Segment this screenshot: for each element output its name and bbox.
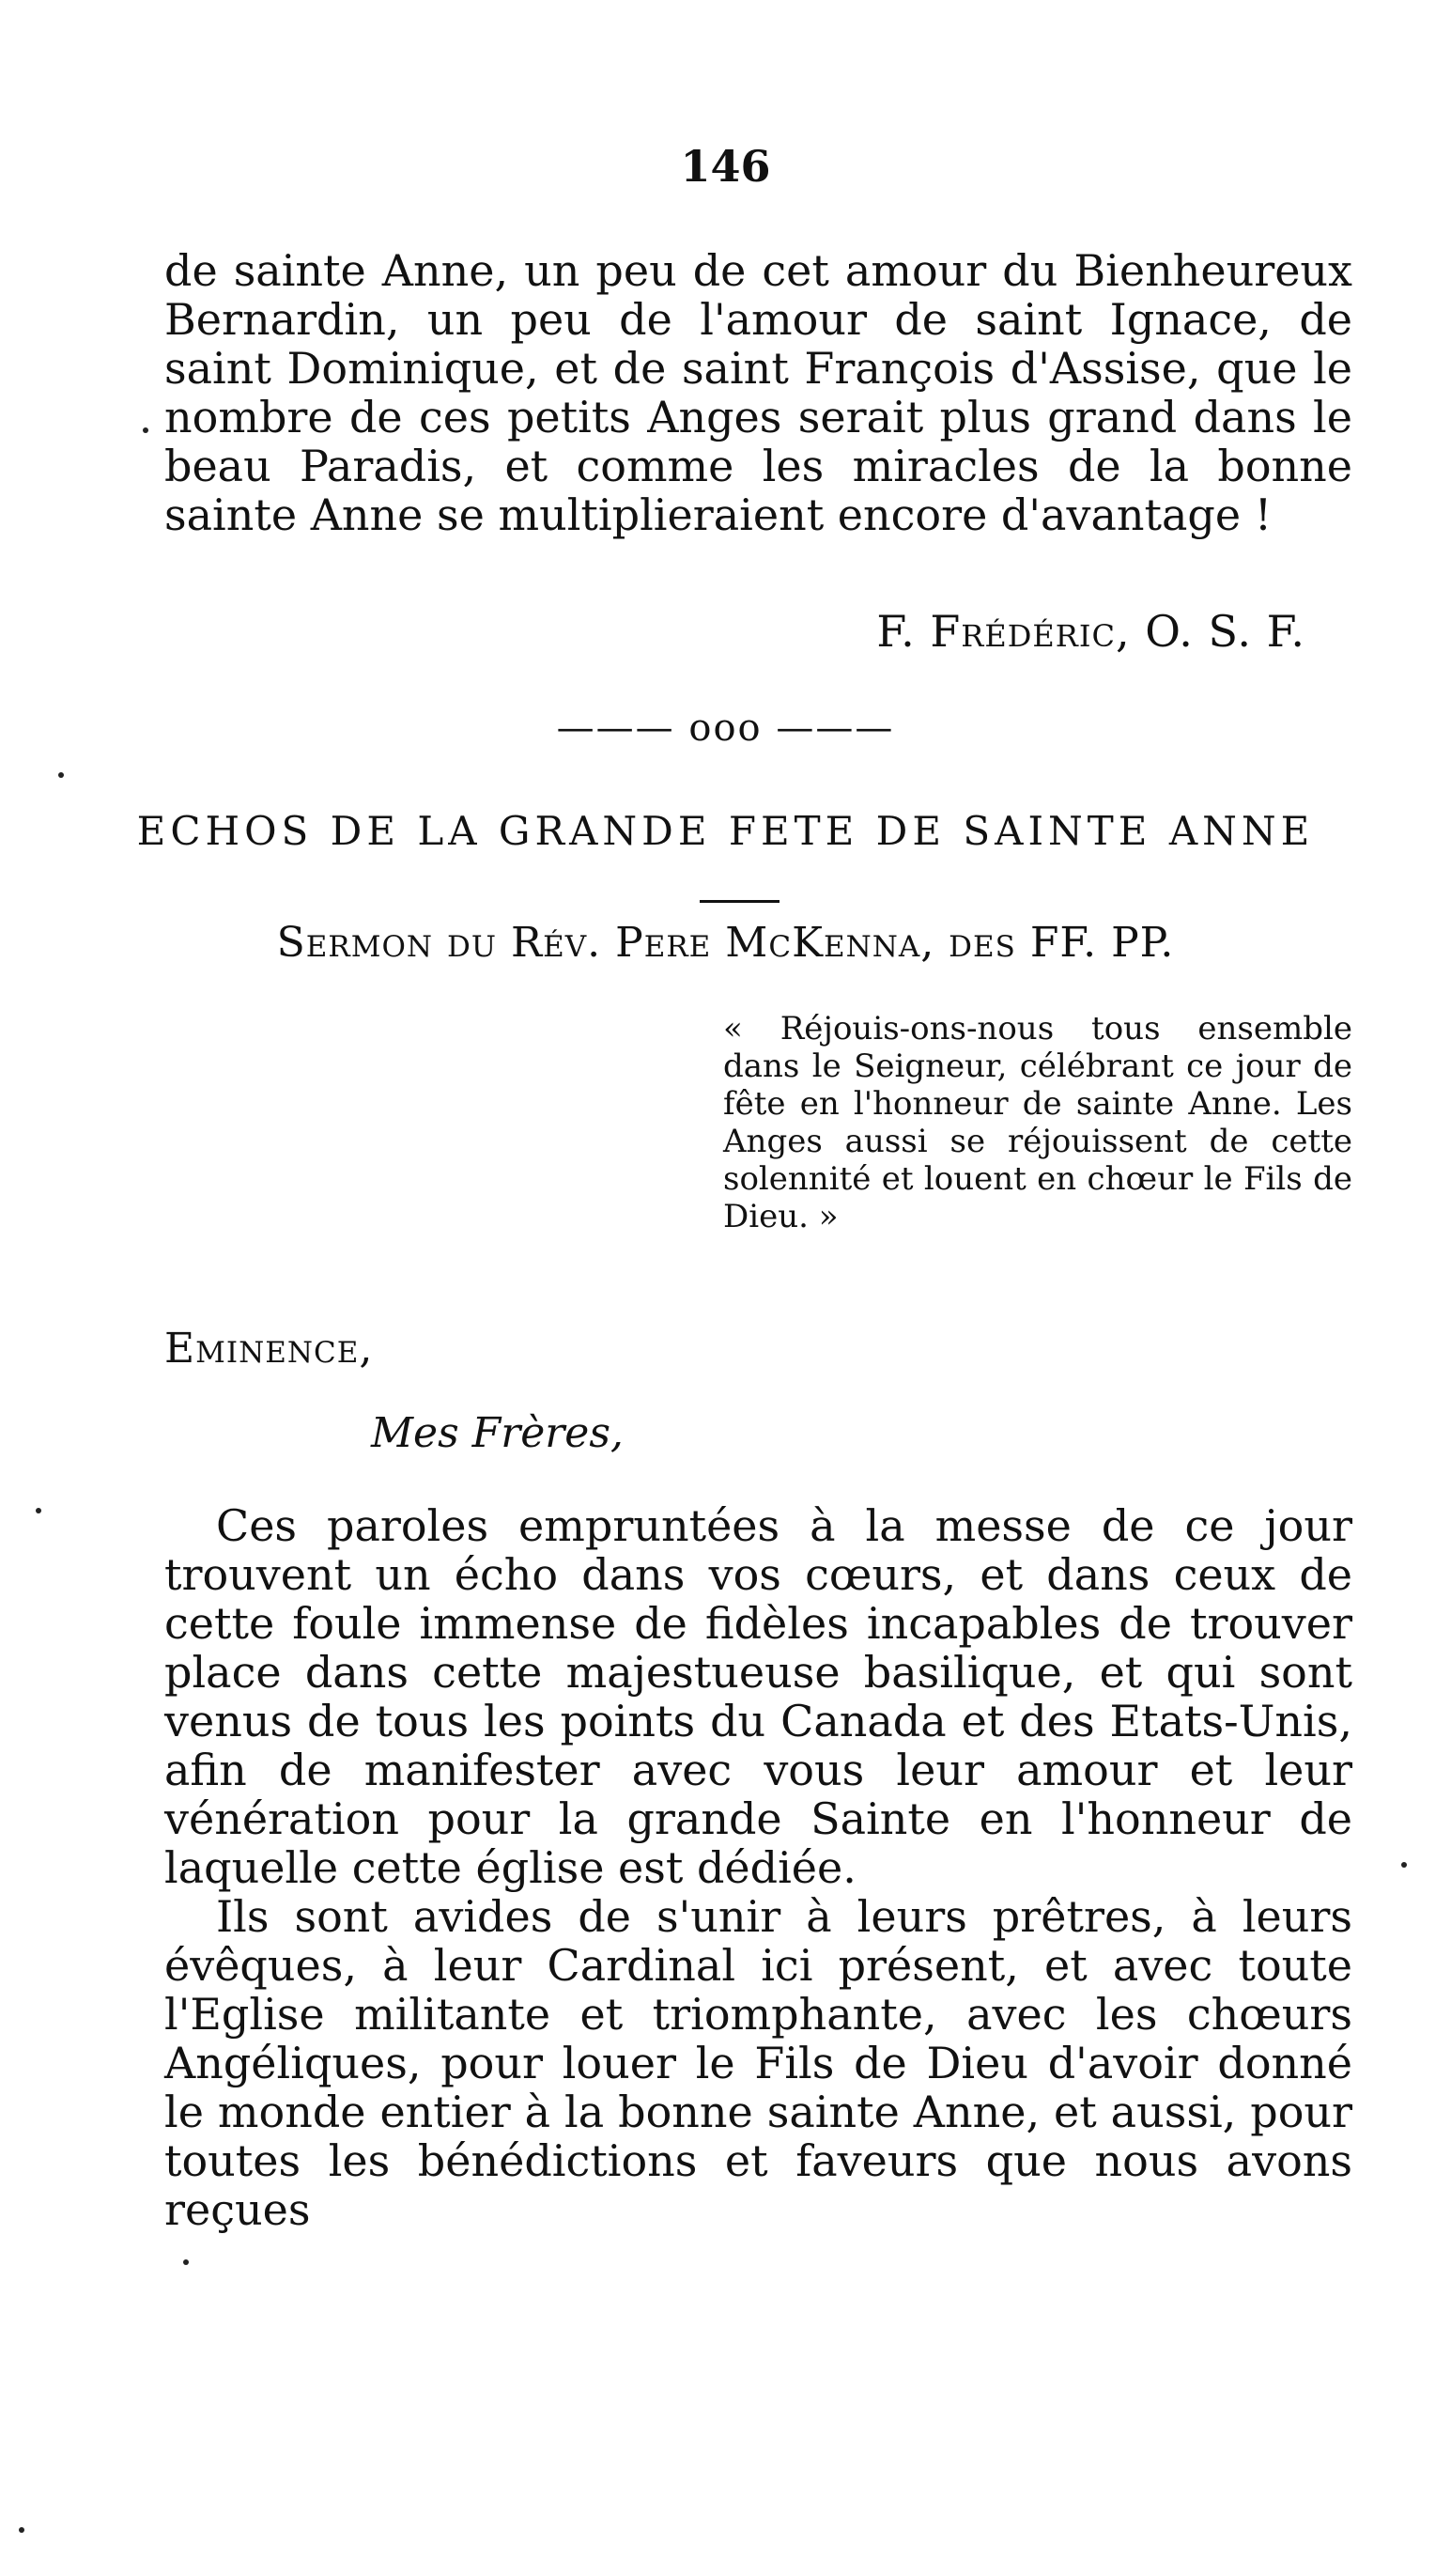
continuation-paragraph-block [164, 246, 1352, 539]
epigraph-quote: « Réjouis-ons-nous tous ensemble dans le Seigneur, célébrant ce jour de fête en l'honneur de sainte Anne. Les Anges aussi se réjouissent de cette solennité et louent en chœur le Fils de Dieu. » [723, 1010, 1352, 1235]
scan-speck [58, 772, 64, 778]
continuation-paragraph: de sainte Anne, un peu de cet amour du Bienheureux Bernardin, un peu de l'amour de saint Ignace, de saint Dominique, et de saint François d'Assise, que le nombre de ces petits Anges serait plus grand dans le beau Paradis, et comme les miracles de la bonne sainte Anne se multiplieraient encore d'avantage ! [164, 245, 1352, 540]
author-signature: F. Frédéric, O. S. F. [876, 606, 1305, 657]
scan-speck [143, 427, 148, 433]
scan-speck [183, 2259, 189, 2265]
salutation: Eminence, [164, 1325, 374, 1373]
body-paragraph: Ces paroles empruntées à la messe de ce jour trouvent un écho dans vos cœurs, et dans ceux de cette foule immense de fidèles incapables de trouver place dans cette majestueuse basilique, et qui sont venus de tous les points du Canada et des Etats-Unis, afin de manifester avec vous leur amour et leur vénération pour la grande Sainte en l'honneur de laquelle cette église est dédiée. [164, 1500, 1352, 1893]
page-number: 146 [680, 141, 771, 192]
scan-speck [19, 2527, 24, 2533]
sermon-body [164, 1501, 1352, 2234]
section-title: ECHOS DE LA GRANDE FETE DE SAINTE ANNE [136, 808, 1315, 854]
address-line: Mes Frères, [371, 1409, 624, 1457]
title-rule [700, 900, 780, 903]
body-paragraph: Ils sont avides de s'unir à leurs prêtres, à leurs évêques, à leur Cardinal ici présent, et avec toute l'Eglise militante et triomphante, avec les chœurs Angéliques, pour louer le Fils de Dieu d'avoir donné le monde entier à la bonne sainte Anne, et aussi, pour toutes les bénédictions et faveurs que nous avons reçues [164, 1891, 1352, 2235]
sermon-title: Sermon du Rév. Pere McKenna, des FF. PP. [276, 919, 1175, 967]
scan-speck [1401, 1862, 1407, 1868]
section-separator: ——— ooo ——— [556, 706, 895, 750]
scan-speck [36, 1508, 41, 1513]
